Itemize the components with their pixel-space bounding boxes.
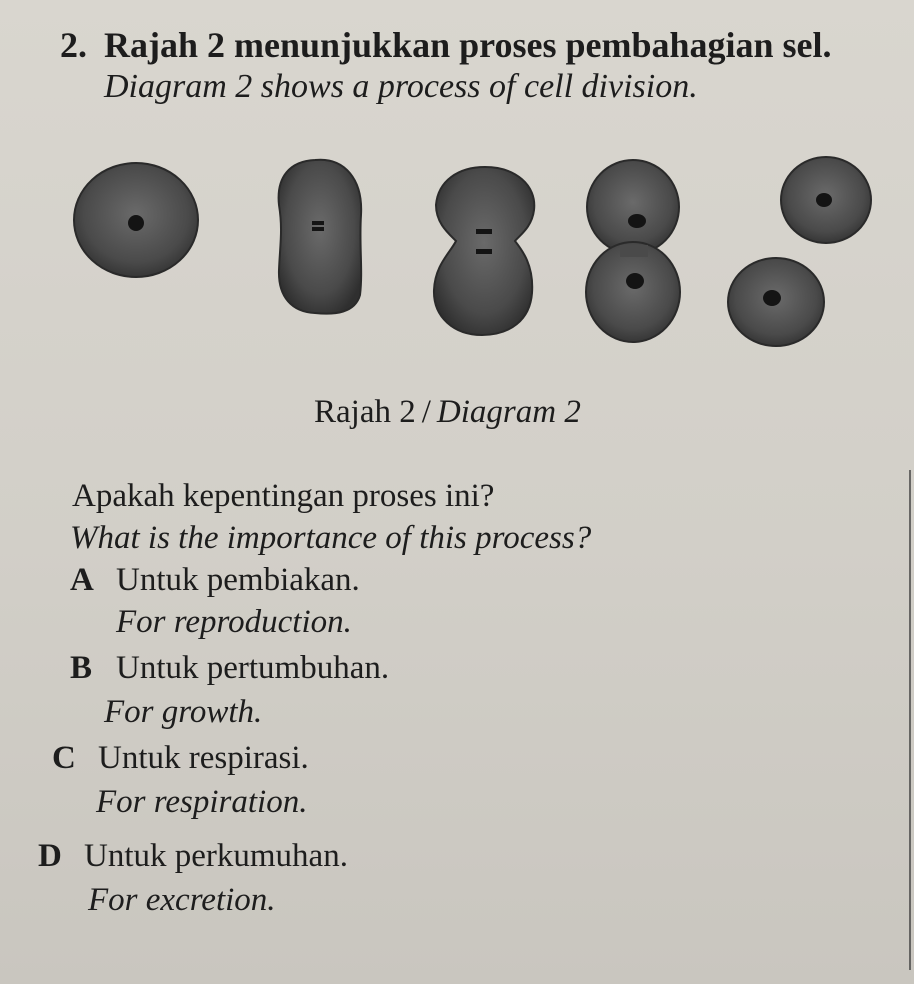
cell-stage-3	[434, 167, 534, 335]
cell-division-diagram	[60, 145, 890, 360]
nucleus	[312, 227, 324, 231]
question-text-english: Diagram 2 shows a process of cell division.	[104, 68, 698, 105]
prompt-english: What is the importance of this process?	[70, 520, 592, 556]
caption-malay: Rajah 2	[314, 394, 416, 430]
cell-stage-1	[74, 163, 198, 277]
nucleus	[628, 214, 646, 228]
option-a-english: For reproduction.	[116, 604, 352, 640]
question-number: 2.	[60, 25, 87, 65]
option-letter: C	[52, 740, 76, 776]
caption-separator: /	[421, 394, 431, 430]
question-text-malay: Rajah 2 menunjukkan proses pembahagian sel.	[104, 25, 832, 65]
nucleus	[476, 229, 492, 234]
option-c[interactable]	[52, 740, 309, 777]
nucleus	[476, 249, 492, 254]
cell-stage-2	[279, 160, 362, 314]
option-letter: B	[70, 650, 93, 686]
option-letter: D	[38, 838, 62, 874]
option-c-english: For respiration.	[96, 784, 308, 820]
diagram-caption	[314, 394, 581, 431]
option-text-malay: Untuk perkumuhan.	[84, 838, 348, 874]
option-b[interactable]	[70, 650, 389, 687]
option-d[interactable]	[38, 838, 348, 875]
option-b-english: For growth.	[104, 694, 263, 730]
cell-stage-5	[728, 157, 871, 346]
option-text-malay: Untuk respirasi.	[98, 740, 309, 776]
option-text-malay: Untuk pertumbuhan.	[116, 650, 390, 686]
option-text-malay: Untuk pembiakan.	[116, 562, 360, 598]
caption-english: Diagram 2	[436, 394, 581, 430]
cell-stage-4	[586, 160, 680, 342]
option-a[interactable]	[70, 562, 360, 599]
nucleus	[128, 215, 144, 231]
nucleus	[816, 193, 832, 207]
nucleus	[626, 273, 644, 289]
nucleus	[312, 221, 324, 225]
option-d-english: For excretion.	[88, 882, 276, 918]
option-letter: A	[70, 562, 94, 598]
page-edge-line	[909, 470, 911, 970]
nucleus	[763, 290, 781, 306]
prompt-malay: Apakah kepentingan proses ini?	[72, 478, 495, 514]
